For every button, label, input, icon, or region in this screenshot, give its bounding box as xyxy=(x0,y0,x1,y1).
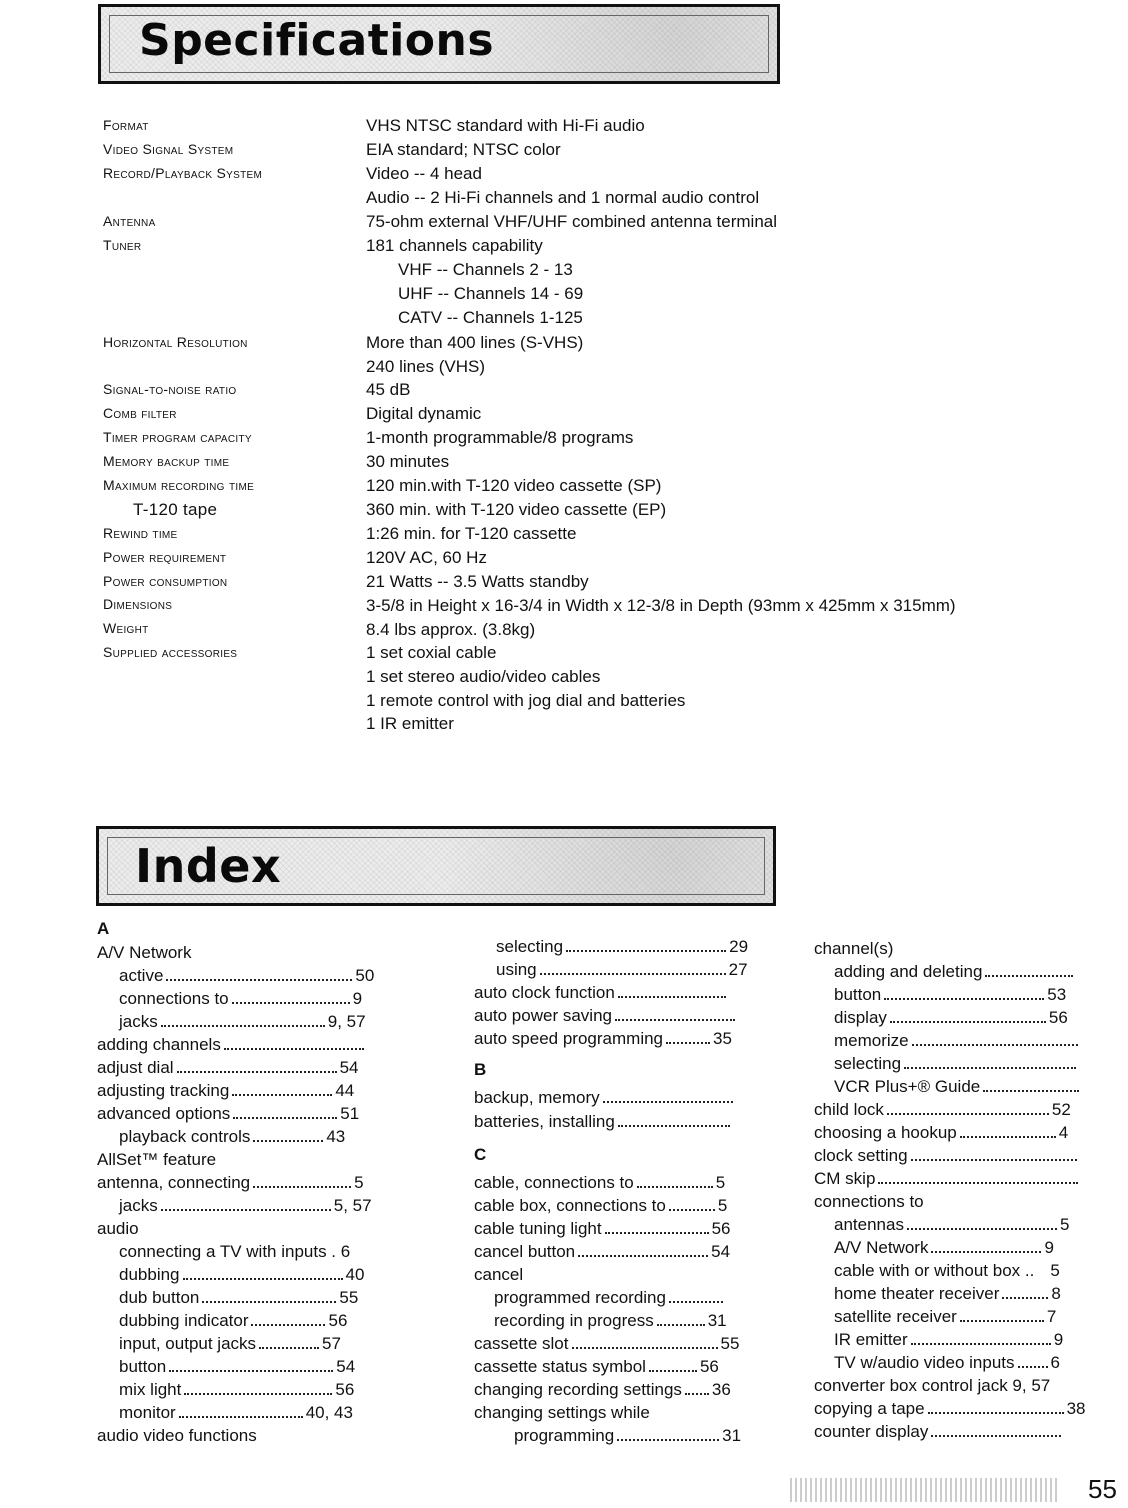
index-entry: auto power saving xyxy=(474,1005,738,1027)
index-entry: button 53 xyxy=(834,985,1067,1004)
index-entry: cassette slot 55 xyxy=(474,1334,740,1353)
index-entry: selecting xyxy=(834,1053,1079,1075)
spec-label-weight: Weight xyxy=(103,620,149,636)
spec-value-accessories: 1 set coxial cable xyxy=(366,643,497,662)
spec-value-format: VHS NTSC standard with Hi-Fi audio xyxy=(366,116,645,135)
spec-value-rewind: 1:26 min. for T-120 cassette xyxy=(366,524,577,543)
index-entry: memorize xyxy=(834,1030,1081,1052)
spec-label-video-signal: Video Signal System xyxy=(103,141,234,157)
index-entry: CM skip xyxy=(814,1168,1081,1190)
spec-label-t120-tape: T-120 tape xyxy=(133,500,218,519)
index-entry: VCR Plus+® Guide xyxy=(834,1076,1082,1098)
specifications-title: Specifications xyxy=(139,15,495,66)
spec-value-tuner-vhf: VHF -- Channels 2 - 13 xyxy=(398,260,573,279)
spec-label-horizontal-resolution: Horizontal Resolution xyxy=(103,334,248,350)
index-letter-b: B xyxy=(474,1060,487,1079)
index-entry: adding channels xyxy=(97,1034,367,1056)
spec-label-timer-capacity: Timer program capacity xyxy=(103,429,252,445)
spec-value-accessories: 1 IR emitter xyxy=(366,714,454,733)
spec-label-dimensions: Dimensions xyxy=(103,596,173,612)
index-entry: adding and deleting xyxy=(834,961,1076,983)
index-entry: active 50 xyxy=(119,966,375,985)
page-footer xyxy=(790,1470,1117,1508)
index-entry: cassette status symbol 56 xyxy=(474,1357,719,1376)
index-entry: cable with or without box .. 5 xyxy=(834,1261,1060,1280)
index-entry: connections to xyxy=(814,1192,924,1211)
index-entry: using 27 xyxy=(496,960,748,979)
spec-label-memory-backup: Memory backup time xyxy=(103,453,230,469)
specifications-banner xyxy=(98,4,780,84)
index-entry: TV w/audio video inputs 6 xyxy=(834,1353,1060,1372)
spec-value-horizontal-resolution: 240 lines (VHS) xyxy=(366,357,486,376)
index-entry: converter box control jack 9, 57 xyxy=(814,1376,1051,1395)
index-letter-c: C xyxy=(474,1145,487,1164)
index-entry: backup, memory xyxy=(474,1087,736,1109)
spec-value-antenna: 75-ohm external VHF/UHF combined antenna terminal xyxy=(366,212,778,231)
index-entry: antenna, connecting 5 xyxy=(97,1173,364,1192)
spec-value-comb-filter: Digital dynamic xyxy=(366,404,482,423)
index-entry: connections to 9 xyxy=(119,989,363,1008)
footer-decoration xyxy=(790,1478,1060,1502)
spec-value-power-req: 120V AC, 60 Hz xyxy=(366,548,487,567)
index-entry: input, output jacks 57 xyxy=(119,1334,341,1353)
index-entry: batteries, installing xyxy=(474,1111,733,1133)
spec-value-tuner-catv: CATV -- Channels 1-125 xyxy=(398,308,583,327)
spec-value-tuner: 181 channels capability xyxy=(366,236,543,255)
spec-label-accessories: Supplied accessories xyxy=(103,644,238,660)
index-entry: dub button 55 xyxy=(119,1288,359,1307)
index-entry: cancel button 54 xyxy=(474,1242,731,1261)
index-entry: jacks 9, 57 xyxy=(119,1012,366,1031)
spec-label-record-playback: Record/Playback System xyxy=(103,165,263,181)
index-entry: counter display xyxy=(814,1421,1064,1443)
index-entry: programming 31 xyxy=(514,1426,742,1445)
index-entry: audio xyxy=(97,1219,139,1238)
spec-value-accessories: 1 remote control with jog dial and batteries xyxy=(366,691,686,710)
spec-value-horizontal-resolution: More than 400 lines (S-VHS) xyxy=(366,333,584,352)
index-entry: adjusting tracking 44 xyxy=(97,1081,355,1100)
index-entry: jacks 5, 57 xyxy=(119,1196,372,1215)
index-entry: copying a tape 38 xyxy=(814,1399,1086,1418)
index-entry: selecting 29 xyxy=(496,937,749,956)
spec-label-antenna: Antenna xyxy=(103,213,156,229)
index-entry: mix light 56 xyxy=(119,1380,355,1399)
index-entry: auto speed programming 35 xyxy=(474,1029,732,1048)
spec-value-snr: 45 dB xyxy=(366,380,411,399)
spec-value-dimensions: 3-5/8 in Height x 16-3/4 in Width x 12-3/8 in Depth (93mm x 425mm x 315mm) xyxy=(366,596,956,615)
index-entry: clock setting xyxy=(814,1145,1080,1167)
spec-value-power-cons: 21 Watts -- 3.5 Watts standby xyxy=(366,572,589,591)
index-entry: antennas 5 xyxy=(834,1215,1070,1234)
index-entry: channel(s) xyxy=(814,939,894,958)
spec-label-rewind: Rewind time xyxy=(103,525,178,541)
index-entry: auto clock function xyxy=(474,982,729,1004)
spec-value-record-playback: Video -- 4 head xyxy=(366,164,482,183)
index-entry: adjust dial 54 xyxy=(97,1058,359,1077)
spec-label-power-req: Power requirement xyxy=(103,549,227,565)
index-entry: choosing a hookup 4 xyxy=(814,1123,1069,1142)
index-entry: button 54 xyxy=(119,1357,356,1376)
index-entry: programmed recording xyxy=(494,1287,726,1309)
spec-label-max-recording: Maximum recording time xyxy=(103,477,255,493)
spec-value-accessories: 1 set stereo audio/video cables xyxy=(366,667,601,686)
spec-label-power-cons: Power consumption xyxy=(103,573,228,589)
index-entry: advanced options 51 xyxy=(97,1104,360,1123)
index-entry: cancel xyxy=(474,1265,524,1284)
index-entry: changing recording settings 36 xyxy=(474,1380,731,1399)
index-entry: audio video functions xyxy=(97,1426,257,1445)
spec-value-max-recording-sp: 120 min.with T-120 video cassette (SP) xyxy=(366,476,662,495)
index-entry: A/V Network 9 xyxy=(834,1238,1054,1257)
spec-value-max-recording-ep: 360 min. with T-120 video cassette (EP) xyxy=(366,500,667,519)
index-entry: satellite receiver 7 xyxy=(834,1307,1057,1326)
index-banner xyxy=(96,826,776,906)
spec-label-snr: Signal-to-noise ratio xyxy=(103,381,237,397)
index-entry: dubbing indicator 56 xyxy=(119,1311,348,1330)
index-entry: monitor 40, 43 xyxy=(119,1403,353,1422)
spec-value-record-playback: Audio -- 2 Hi-Fi channels and 1 normal audio control xyxy=(366,188,760,207)
index-entry: dubbing 40 xyxy=(119,1265,365,1284)
index-title: Index xyxy=(135,839,282,893)
index-entry: changing settings while xyxy=(474,1403,650,1422)
index-entry: cable tuning light 56 xyxy=(474,1219,731,1238)
index-entry: cable, connections to 5 xyxy=(474,1173,726,1192)
index-entry: playback controls 43 xyxy=(119,1127,346,1146)
index-entry: cable box, connections to 5 xyxy=(474,1196,728,1215)
index-entry: home theater receiver 8 xyxy=(834,1284,1061,1303)
spec-label-format: Format xyxy=(103,117,149,133)
spec-label-tuner: Tuner xyxy=(103,237,142,253)
spec-value-timer-capacity: 1-month programmable/8 programs xyxy=(366,428,634,447)
index-letter-a: A xyxy=(97,919,110,938)
page-number: 55 xyxy=(1088,1474,1117,1504)
index-entry: IR emitter 9 xyxy=(834,1330,1064,1349)
index-entry: A/V Network xyxy=(97,943,192,962)
spec-value-video-signal: EIA standard; NTSC color xyxy=(366,140,561,159)
index-entry: recording in progress 31 xyxy=(494,1311,727,1330)
index-entry: display 56 xyxy=(834,1008,1068,1027)
spec-label-comb-filter: Comb filter xyxy=(103,405,177,421)
spec-value-memory-backup: 30 minutes xyxy=(366,452,450,471)
index-entry: AllSet™ feature xyxy=(97,1150,217,1169)
index-entry: child lock 52 xyxy=(814,1100,1071,1119)
spec-value-weight: 8.4 lbs approx. (3.8kg) xyxy=(366,620,536,639)
spec-value-tuner-uhf: UHF -- Channels 14 - 69 xyxy=(398,284,584,303)
index-entry: connecting a TV with inputs . 6 xyxy=(119,1242,351,1261)
